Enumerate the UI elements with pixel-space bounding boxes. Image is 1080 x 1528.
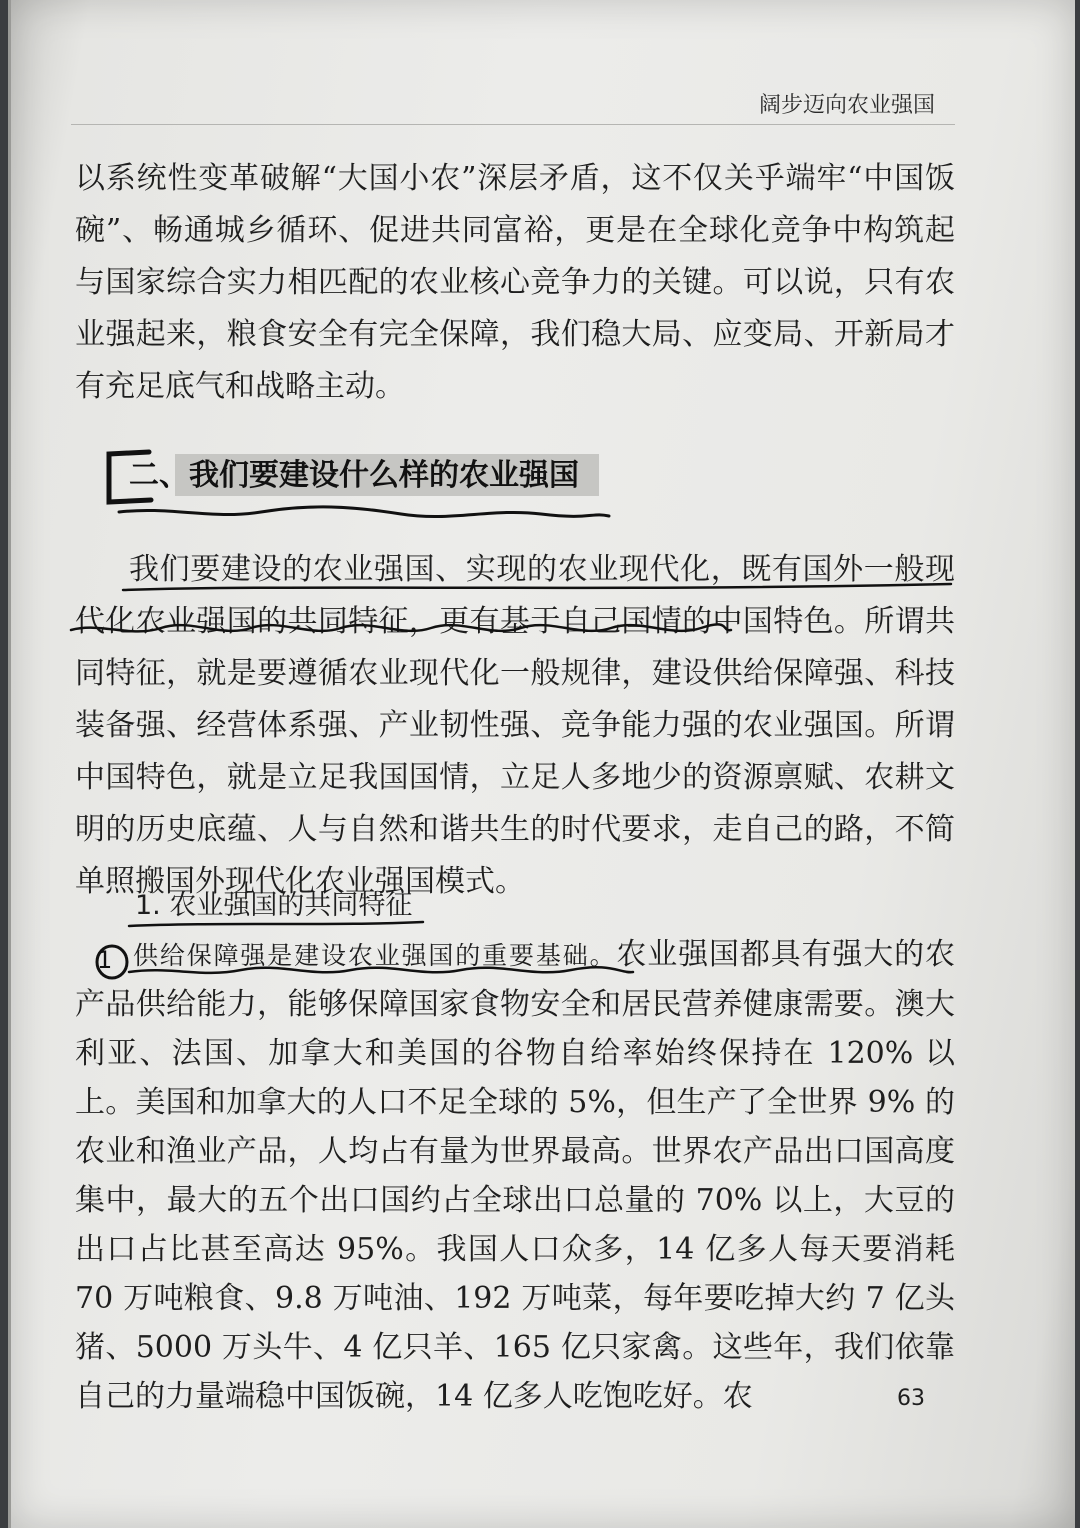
section-heading-block (111, 452, 601, 500)
header-rule (71, 124, 955, 125)
annotation-number: 1 (97, 946, 113, 974)
section-heading: 二、我们要建设什么样的农业强国 (129, 458, 579, 493)
paragraph-3-lead: 供给保障强是建设农业强国的重要基础。 (133, 941, 617, 970)
book-page (8, 0, 1075, 1528)
page-number: 63 (897, 1386, 925, 1411)
paragraph-3 (75, 930, 955, 1421)
paragraph-1: 以系统性变革破解“大国小农”深层矛盾，这不仅关乎端牢“中国饭碗”、畅通城乡循环、促进共同富裕，更是在全球化竞争中构筑起与国家综合实力相匹配的农业核心竞争力的关键。可以说，只有农业强起来，粮食安全有完全保障，我们稳大局、应变局、开新局才有充足底气和战略主动。 (75, 161, 955, 404)
running-head: 阔步迈向农业强国 (758, 93, 935, 118)
paragraph-3-rest: 农业强国都具有强大的农产品供给能力，能够保障国家食物安全和居民营养健康需要。澳大利亚、法国、加拿大和美国的谷物自给率始终保持在 120% 以上。美国和加拿大的人口不足全球的 5%，但生产了全世界 9% 的农业和渔业产品，人均占有量为世界最高。世界农产品出口国高度集中，最大的五个出口国约占全球出口总量的 70% 以上，大豆的出口占比甚至高达 95%。我国人口众多，14 亿多人每天要消耗 70 万吨粮食、9.8 万吨油、192 万吨菜，每年要吃掉大约 7 亿头猪、5000 万头牛、4 亿只羊、165 亿只家禽。这些年，我们依靠自己的力量端稳中国饭碗，14 亿多人吃饱吃好。农 (75, 937, 955, 1414)
subheading: 1. 农业强国的共同特征 (135, 890, 413, 921)
paragraph-2: 我们要建设的农业强国、实现的农业现代化，既有国外一般现代化农业强国的共同特征，更有基于自己国情的中国特色。所谓共同特征，就是要遵循农业现代化一般规律，建设供给保障强、科技装备强、经营体系强、产业韧性强、竞争能力强的农业强国。所谓中国特色，就是立足我国国情，立足人多地少的资源禀赋、农耕文明的历史底蕴、人与自然和谐共生的时代要求，走自己的路，不简单照搬国外现代化农业强国模式。 (75, 552, 955, 899)
